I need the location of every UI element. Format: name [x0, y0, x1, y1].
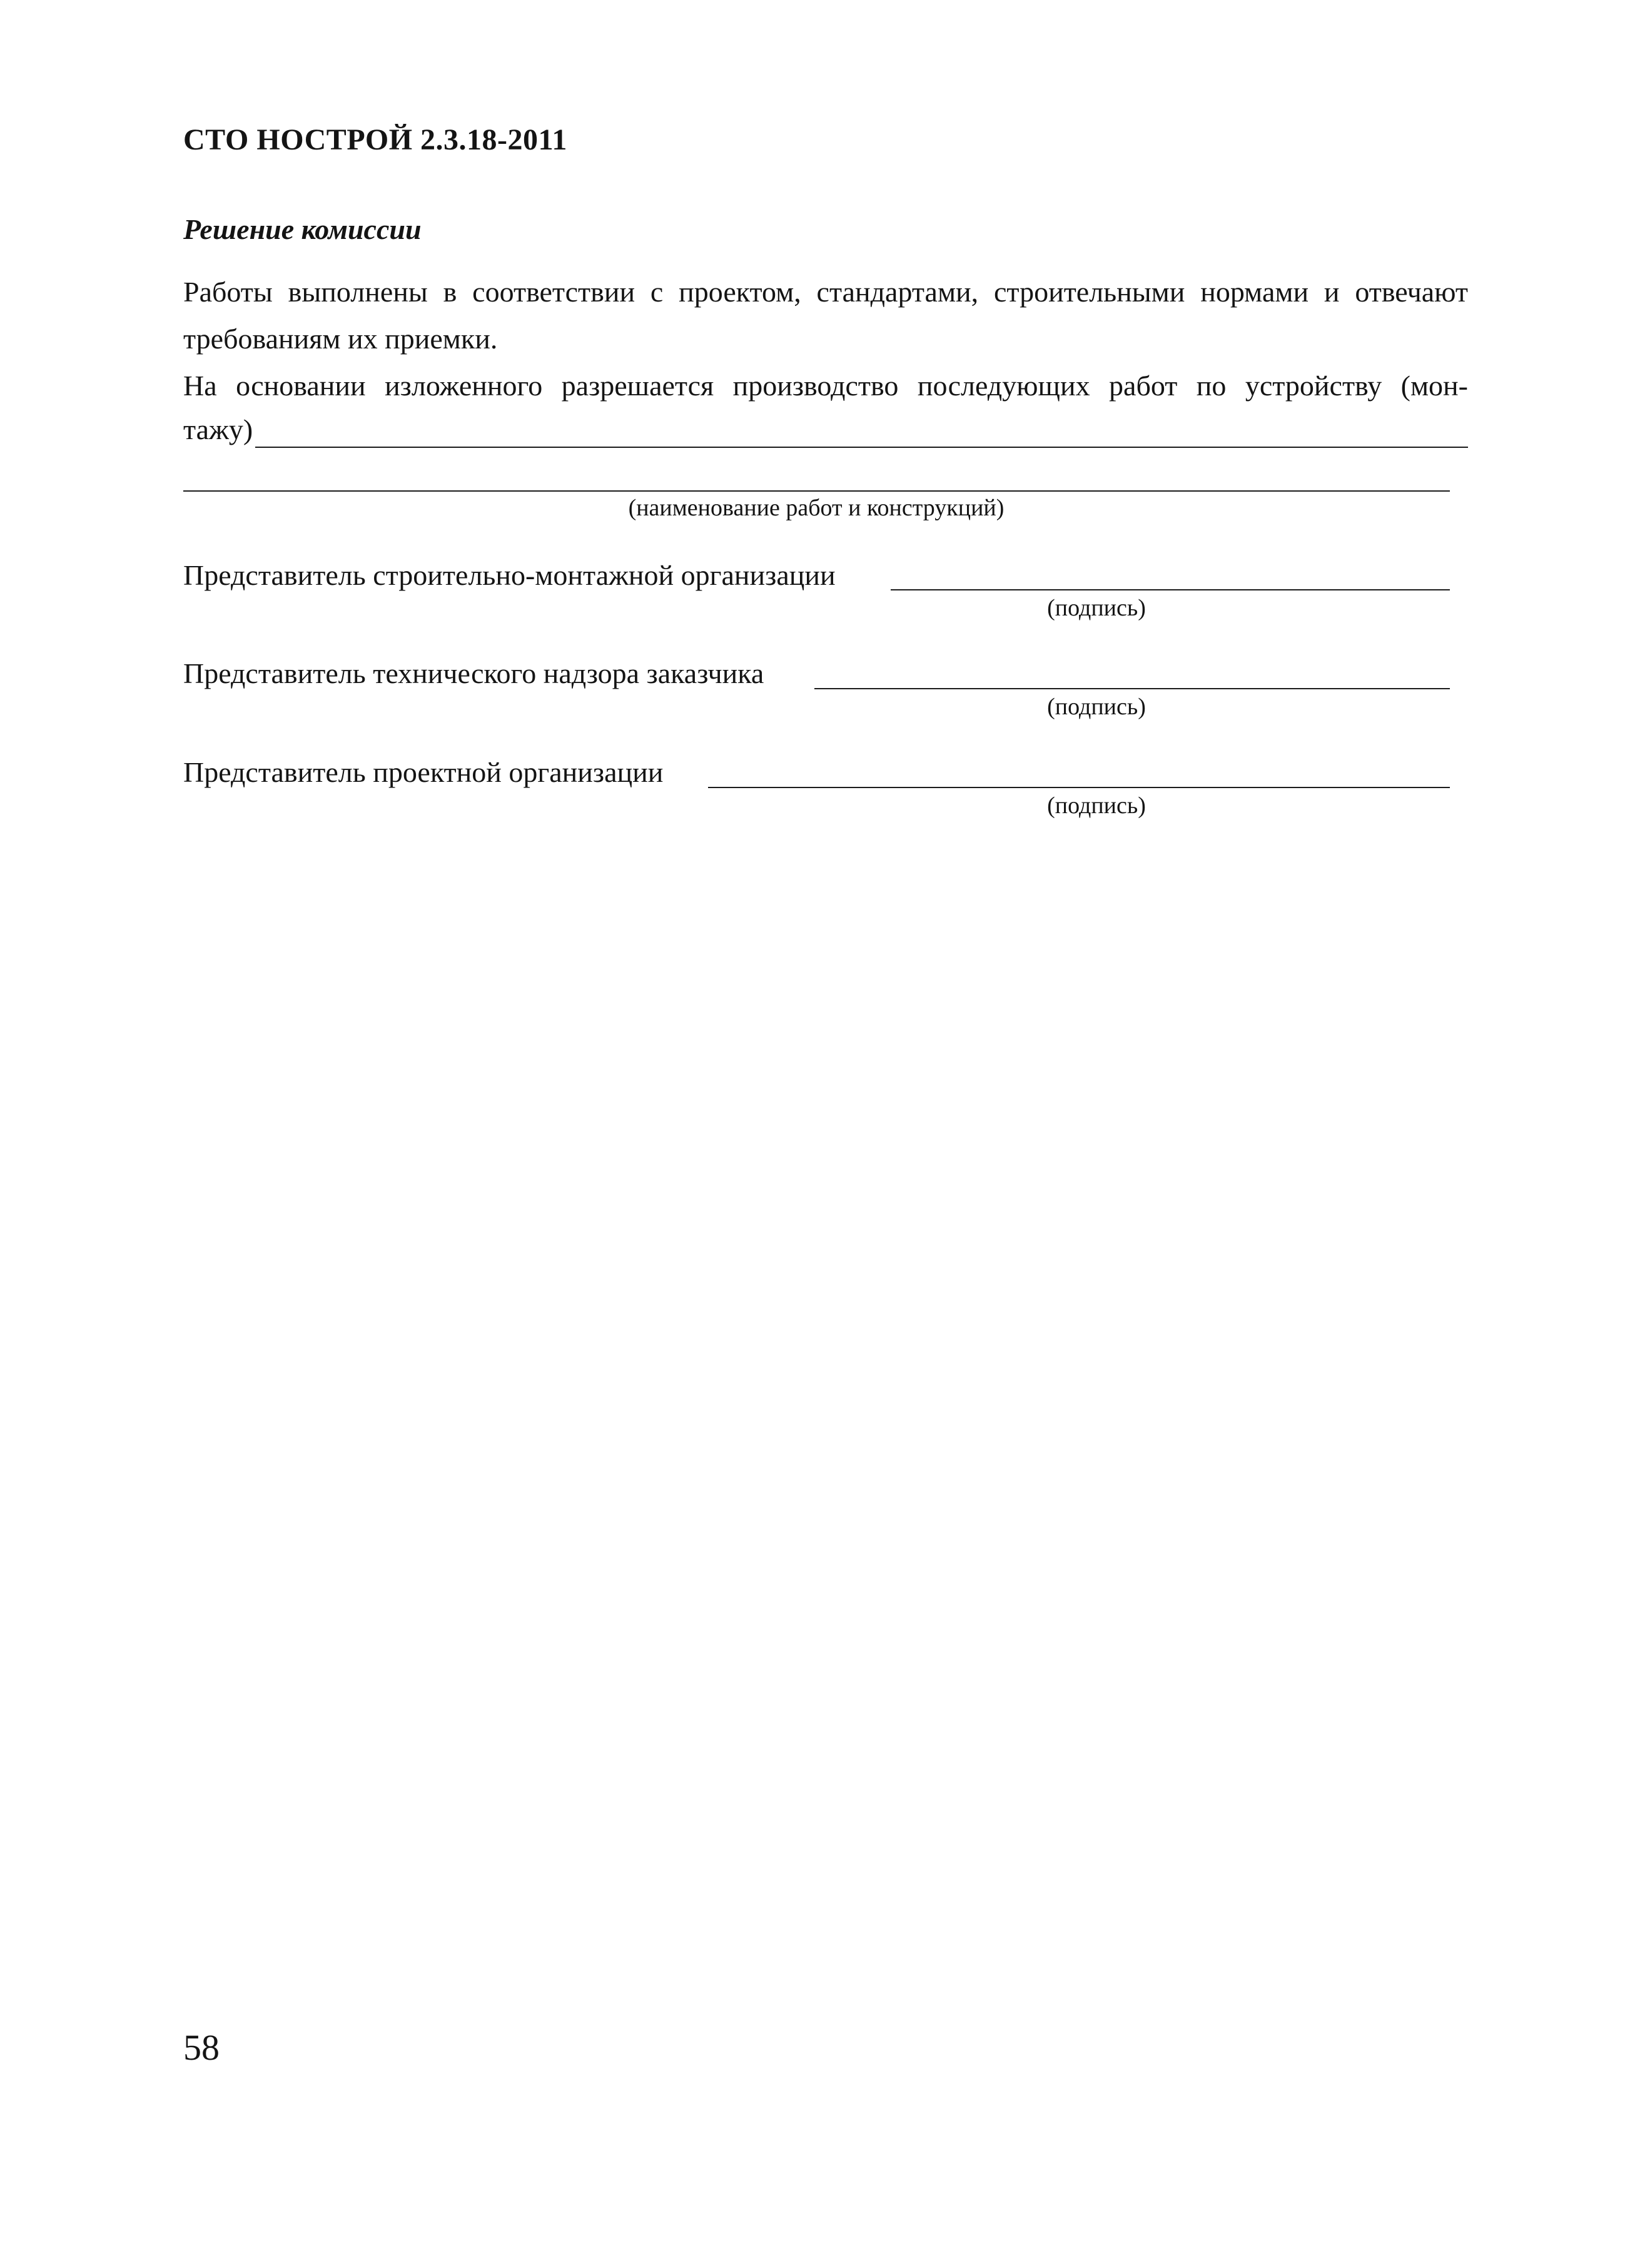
page-number: 58: [183, 2027, 220, 2068]
signature-1-label: Представитель строительно-монтажной организации: [183, 559, 836, 591]
body-text-line-3: На основании изложенного разрешается производство последующих работ по устройству (мон-: [183, 370, 1468, 402]
document-header-code: СТО НОСТРОЙ 2.3.18-2011: [183, 123, 567, 156]
signature-2-caption: (подпись): [1047, 694, 1146, 720]
works-blank-line[interactable]: [183, 490, 1450, 492]
signature-1-caption: (подпись): [1047, 595, 1146, 621]
signature-2-blank-line[interactable]: [814, 688, 1450, 689]
signature-3-caption: (подпись): [1047, 792, 1146, 819]
signature-2-label: Представитель технического надзора заказчика: [183, 657, 764, 689]
montage-row: [183, 413, 1468, 457]
signature-3-label: Представитель проектной организации: [183, 756, 664, 788]
body-text-line-1: Работы выполнены в соответствии с проектом, стандартами, строительными нормами и отвечают: [183, 276, 1468, 308]
body-text-line-2: требованиям их приемки.: [183, 323, 498, 355]
montage-label: тажу): [183, 413, 253, 445]
signature-3-blank-line[interactable]: [708, 787, 1450, 788]
montage-blank-line[interactable]: [255, 447, 1468, 448]
works-field-caption: (наименование работ и конструкций): [628, 495, 1005, 521]
signature-1-blank-line[interactable]: [891, 589, 1450, 590]
section-title: Решение комиссии: [183, 213, 422, 245]
